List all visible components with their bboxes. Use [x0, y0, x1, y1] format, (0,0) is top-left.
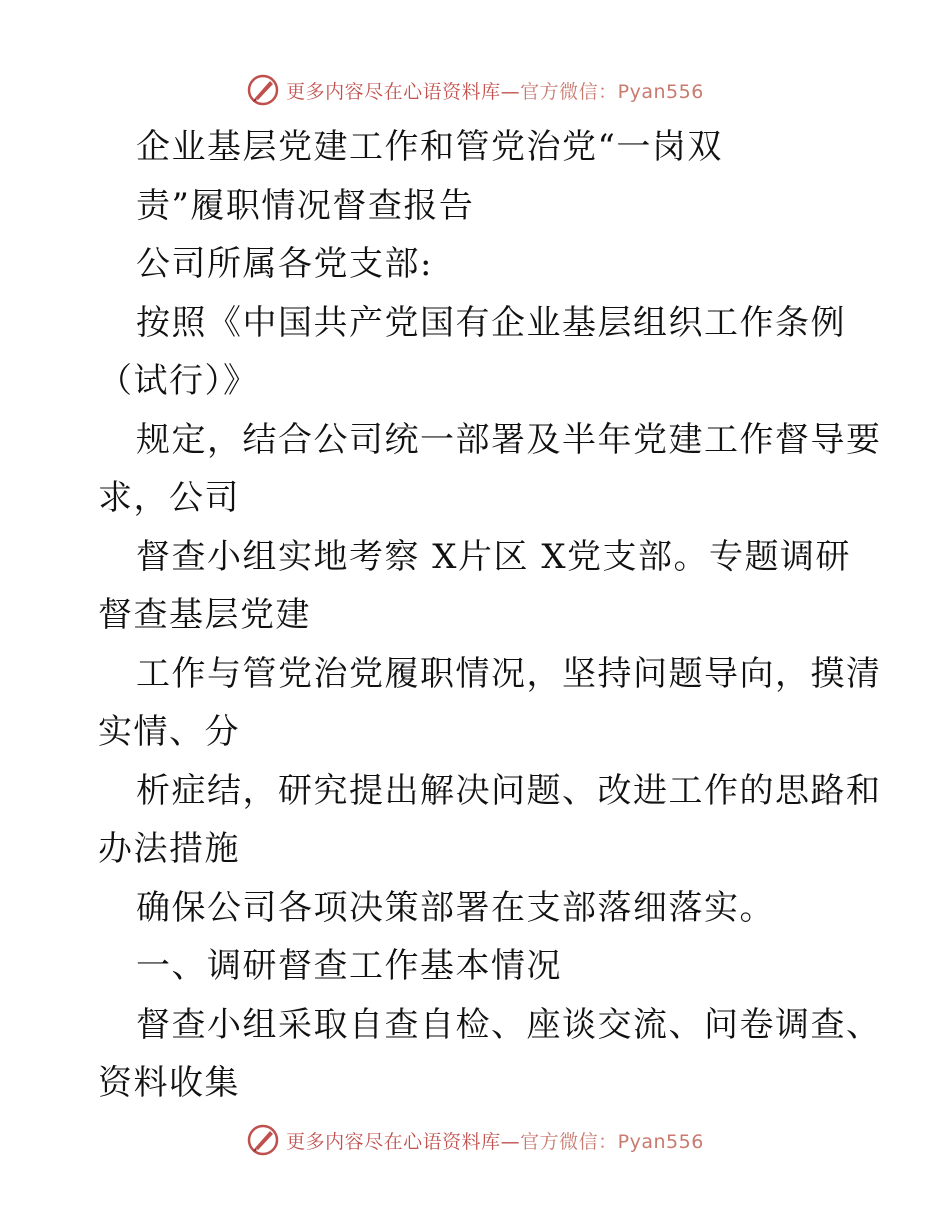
watermark-main: 更多内容尽在心语资料库 — [286, 80, 501, 103]
doc-line: 企业基层党建工作和管党治党“一岗双 — [136, 127, 723, 167]
doc-line: 确保公司各项决策部署在支部落细落实。 — [136, 887, 775, 928]
doc-line: 实情、分 — [98, 712, 240, 752]
header-watermark — [0, 70, 950, 110]
quill-pen-logo-icon — [246, 73, 280, 107]
watermark-main: 更多内容尽在心语资料库 — [286, 1130, 501, 1153]
watermark-suffix: 官方微信：Pyan556 — [520, 1130, 704, 1153]
doc-line: 按照《中国共产党国有企业基层组织工作条例 — [136, 302, 846, 343]
watermark-suffix: 官方微信：Pyan556 — [520, 80, 704, 103]
watermark-text — [286, 77, 704, 104]
doc-line: 工作与管党治党履职情况，坚持问题导向，摸清 — [136, 653, 882, 694]
doc-line: 析症结，研究提出解决问题、改进工作的思路和 — [136, 770, 882, 811]
doc-line: 督查小组实地考察 X片区 X党支部。专题调研 — [136, 536, 852, 577]
doc-line: 求，公司 — [98, 478, 240, 518]
doc-line: （试行）》 — [98, 361, 259, 401]
watermark-separator: — — [500, 80, 521, 103]
doc-line: 督查小组采取自查自检、座谈交流、问卷调查、 — [136, 1004, 882, 1045]
doc-line: 规定，结合公司统一部署及半年党建工作督导要 — [136, 419, 882, 460]
doc-line: 办法措施 — [98, 829, 240, 869]
watermark-text — [286, 1127, 704, 1154]
doc-line: 资料收集 — [98, 1063, 240, 1103]
quill-pen-logo-icon — [246, 1123, 280, 1157]
watermark-separator: — — [500, 1130, 521, 1153]
document-body — [98, 118, 882, 1113]
doc-line: 一、调研督查工作基本情况 — [136, 946, 562, 986]
doc-line: 督查基层党建 — [98, 595, 311, 635]
footer-watermark — [0, 1120, 950, 1160]
doc-line: 公司所属各党支部: — [136, 244, 433, 284]
doc-line: 责”履职情况督查报告 — [136, 185, 475, 226]
